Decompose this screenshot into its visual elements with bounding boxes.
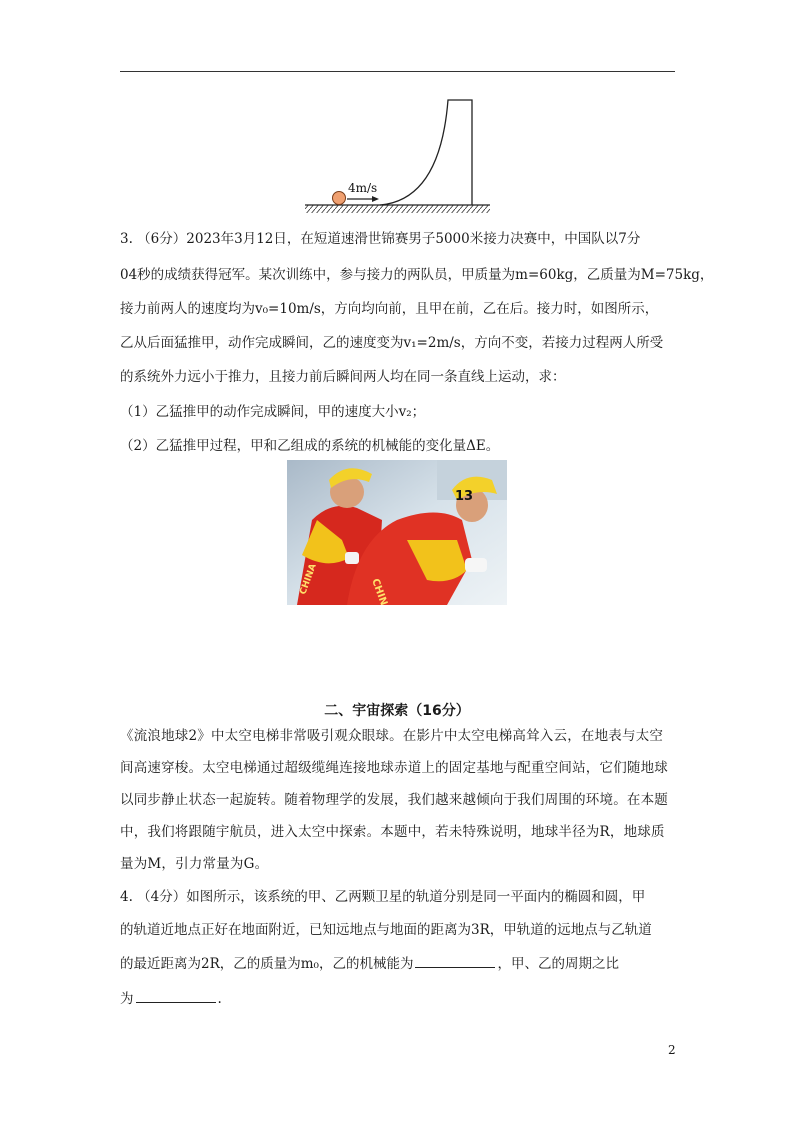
problem4-line2: 的轨道近地点正好在地面附近，已知远地点与地面的距离为3R，甲轨道的远地点与乙轨道 — [120, 922, 652, 938]
answer-blank-1[interactable] — [415, 953, 495, 968]
intro-line-3: 以同步静止状态一起旋转。随着物理学的发展，我们越来越倾向于我们周围的环境。在本题 — [120, 792, 668, 808]
problem4-line4-end: . — [217, 991, 222, 1007]
intro-line-2: 间高速穿梭。太空电梯通过超级缆绳连接地球赤道上的固定基地与配重空间站，它们随地球 — [120, 760, 668, 776]
curved-ramp — [380, 100, 472, 205]
speed-label: 4m/s — [348, 181, 378, 195]
velocity-arrowhead — [372, 196, 379, 202]
problem4-line3-end: ，甲、乙的周期之比 — [497, 956, 619, 972]
problem3-question2: （2）乙猛推甲过程，甲和乙组成的系统的机械能的变化量ΔE。 — [120, 438, 500, 454]
jersey-text-back: CHINA — [298, 562, 319, 597]
ground-hatch — [305, 205, 490, 213]
problem4-line4-start: 为 — [120, 991, 134, 1007]
jersey-text-front: CHINA — [369, 577, 392, 605]
problem4-line4 — [120, 988, 680, 1009]
ball — [333, 192, 346, 205]
problem3-line1: 3. （6分）2023年3月12日，在短道速滑世锦赛男子5000米接力决赛中，中国队以7分 — [120, 231, 641, 247]
problem3-line5: 的系统外力远小于推力，且接力前后瞬间两人均在同一条直线上运动，求： — [120, 369, 566, 385]
header-rule — [120, 71, 675, 72]
page-number: 2 — [668, 1043, 676, 1057]
problem4-line3 — [120, 953, 680, 974]
intro-line-5: 量为M，引力常量为G。 — [120, 856, 269, 872]
problem3-line4: 乙从后面猛推甲，动作完成瞬间，乙的速度变为v₁=2m/s，方向不变，若接力过程两人所受 — [120, 335, 664, 351]
intro-line-1: 《流浪地球2》中太空电梯非常吸引观众眼球。在影片中太空电梯高耸入云，在地表与太空 — [120, 728, 664, 744]
problem3-question1: （1）乙猛推甲的动作完成瞬间，甲的速度大小v₂； — [120, 404, 426, 420]
helmet-number: 13 — [455, 489, 474, 504]
answer-blank-2[interactable] — [136, 988, 216, 1003]
speed-skating-photo — [287, 460, 507, 605]
problem3-line2: 04秒的成绩获得冠军。某次训练中，参与接力的两队员，甲质量为m=60kg，乙质量为M=75kg， — [120, 267, 714, 283]
problem4-line3-start: 的最近距离为2R，乙的质量为m₀，乙的机械能为 — [120, 956, 414, 972]
intro-line-4: 中，我们将跟随宇航员，进入太空中探索。本题中，若未特殊说明，地球半径为R，地球质 — [120, 824, 665, 840]
section-title: 二、宇宙探索（16分） — [324, 703, 470, 719]
problem4-line1: 4. （4分）如图所示，该系统的甲、乙两颗卫星的轨道分别是同一平面内的椭圆和圆，甲 — [120, 889, 646, 905]
track-figure — [300, 95, 495, 220]
problem3-line3: 接力前两人的速度均为v₀=10m/s，方向均向前，且甲在前，乙在后。接力时，如图所示， — [120, 301, 659, 317]
